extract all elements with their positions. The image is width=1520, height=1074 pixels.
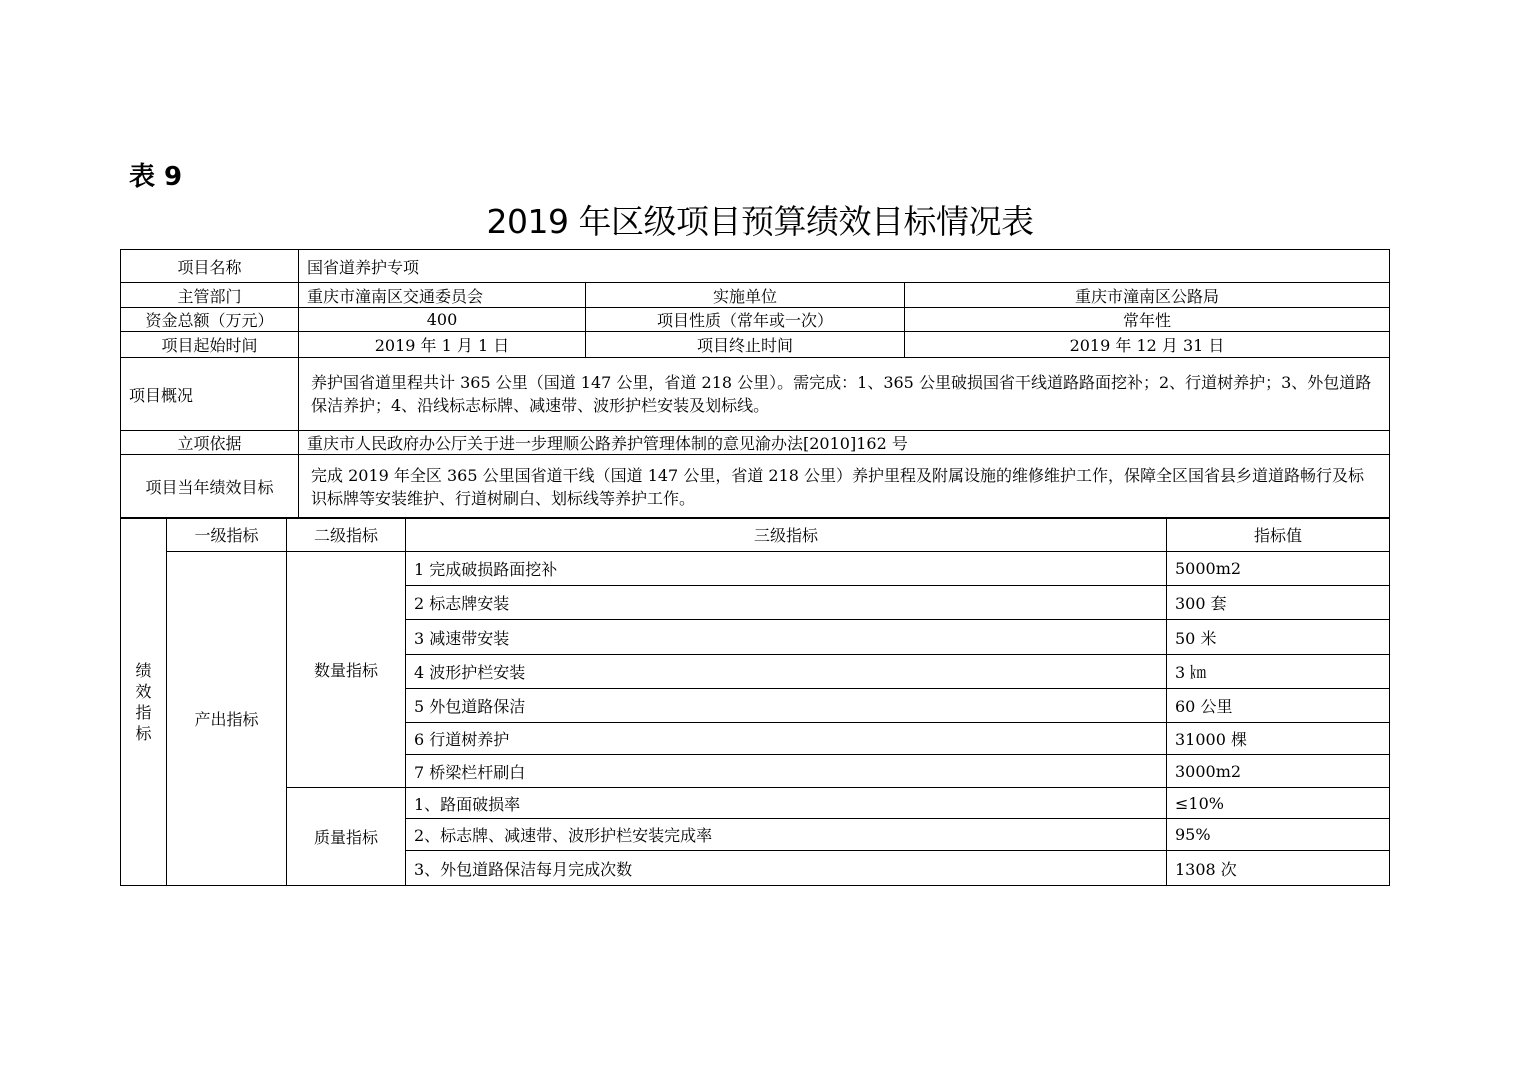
indicator-value: 300 套 bbox=[1167, 586, 1390, 620]
indicator-name: 7 桥梁栏杆刷白 bbox=[406, 755, 1167, 788]
indicator-value: ≤10% bbox=[1167, 788, 1390, 819]
table-row bbox=[121, 788, 1390, 819]
indicator-name: 2 标志牌安装 bbox=[406, 586, 1167, 620]
goal-text: 完成 2019 年全区 365 公里国省道干线（国道 147 公里，省道 218 公里）养护里程及附属设施的维修维护工作，保障全区国省县乡道道路畅行及标识标牌等安装维护、行道树刷白、划标线等养护工作。 bbox=[299, 455, 1390, 519]
fund-value: 400 bbox=[299, 308, 586, 332]
col-level3-header: 三级指标 bbox=[406, 518, 1167, 552]
nature-label: 项目性质（常年或一次） bbox=[586, 308, 905, 332]
indicator-name: 4 波形护栏安装 bbox=[406, 655, 1167, 689]
quality-indicator-label: 质量指标 bbox=[287, 788, 406, 886]
indicator-table bbox=[120, 517, 1390, 886]
table-number: 表 9 bbox=[129, 162, 183, 192]
dept-label: 主管部门 bbox=[121, 283, 299, 308]
goal-label: 项目当年绩效目标 bbox=[121, 455, 299, 519]
row-dates bbox=[121, 332, 1390, 358]
overview-text: 养护国省道里程共计 365 公里（国道 147 公里，省道 218 公里）。需完成：1、365 公里破损国省干线道路路面挖补；2、行道树养护；3、外包道路保洁养护；4、沿线标志标牌、减速带、波形护栏安装及划标线。 bbox=[299, 358, 1390, 431]
overview-label: 项目概况 bbox=[121, 358, 299, 431]
indicator-value: 31000 棵 bbox=[1167, 723, 1390, 755]
indicator-value: 60 公里 bbox=[1167, 689, 1390, 723]
quantity-indicator-label: 数量指标 bbox=[287, 552, 406, 788]
start-value: 2019 年 1 月 1 日 bbox=[299, 332, 586, 358]
indicator-name: 5 外包道路保洁 bbox=[406, 689, 1167, 723]
col-value-header: 指标值 bbox=[1167, 518, 1390, 552]
row-overview bbox=[121, 358, 1390, 431]
table-row bbox=[121, 552, 1390, 586]
basis-label: 立项依据 bbox=[121, 431, 299, 455]
impl-value: 重庆市潼南区公路局 bbox=[905, 283, 1390, 308]
side-char: 绩 bbox=[135, 660, 152, 680]
document-title: 2019 年区级项目预算绩效目标情况表 bbox=[486, 202, 1034, 241]
indicator-name: 2、标志牌、减速带、波形护栏安装完成率 bbox=[406, 819, 1167, 851]
indicator-name: 3、外包道路保洁每月完成次数 bbox=[406, 851, 1167, 886]
impl-label: 实施单位 bbox=[586, 283, 905, 308]
indicator-value: 95% bbox=[1167, 819, 1390, 851]
indicator-name: 3 减速带安装 bbox=[406, 620, 1167, 655]
indicator-value: 1308 次 bbox=[1167, 851, 1390, 886]
col-level2-header: 二级指标 bbox=[287, 518, 406, 552]
project-name-label: 项目名称 bbox=[121, 250, 299, 283]
row-fund bbox=[121, 308, 1390, 332]
side-char: 效 bbox=[135, 681, 152, 701]
project-name-value: 国省道养护专项 bbox=[299, 250, 1390, 283]
indicator-value: 3 ㎞ bbox=[1167, 655, 1390, 689]
nature-value: 常年性 bbox=[905, 308, 1390, 332]
fund-label: 资金总额（万元） bbox=[121, 308, 299, 332]
row-basis bbox=[121, 431, 1390, 455]
level1-output: 产出指标 bbox=[167, 552, 287, 886]
dept-value: 重庆市潼南区交通委员会 bbox=[299, 283, 586, 308]
side-char: 指 bbox=[135, 702, 152, 722]
performance-indicator-side-label bbox=[121, 518, 167, 886]
end-value: 2019 年 12 月 31 日 bbox=[905, 332, 1390, 358]
row-project-name bbox=[121, 250, 1390, 283]
row-goal bbox=[121, 455, 1390, 519]
indicator-header-row bbox=[121, 518, 1390, 552]
indicator-name: 6 行道树养护 bbox=[406, 723, 1167, 755]
indicator-value: 3000m2 bbox=[1167, 755, 1390, 788]
row-department bbox=[121, 283, 1390, 308]
basis-text: 重庆市人民政府办公厅关于进一步理顺公路养护管理体制的意见渝办法[2010]162 号 bbox=[299, 431, 1390, 455]
indicator-value: 5000m2 bbox=[1167, 552, 1390, 586]
side-char: 标 bbox=[135, 723, 152, 743]
end-label: 项目终止时间 bbox=[586, 332, 905, 358]
col-level1-header: 一级指标 bbox=[167, 518, 287, 552]
indicator-value: 50 米 bbox=[1167, 620, 1390, 655]
start-label: 项目起始时间 bbox=[121, 332, 299, 358]
indicator-name: 1、路面破损率 bbox=[406, 788, 1167, 819]
project-info-table bbox=[120, 249, 1390, 519]
indicator-name: 1 完成破损路面挖补 bbox=[406, 552, 1167, 586]
